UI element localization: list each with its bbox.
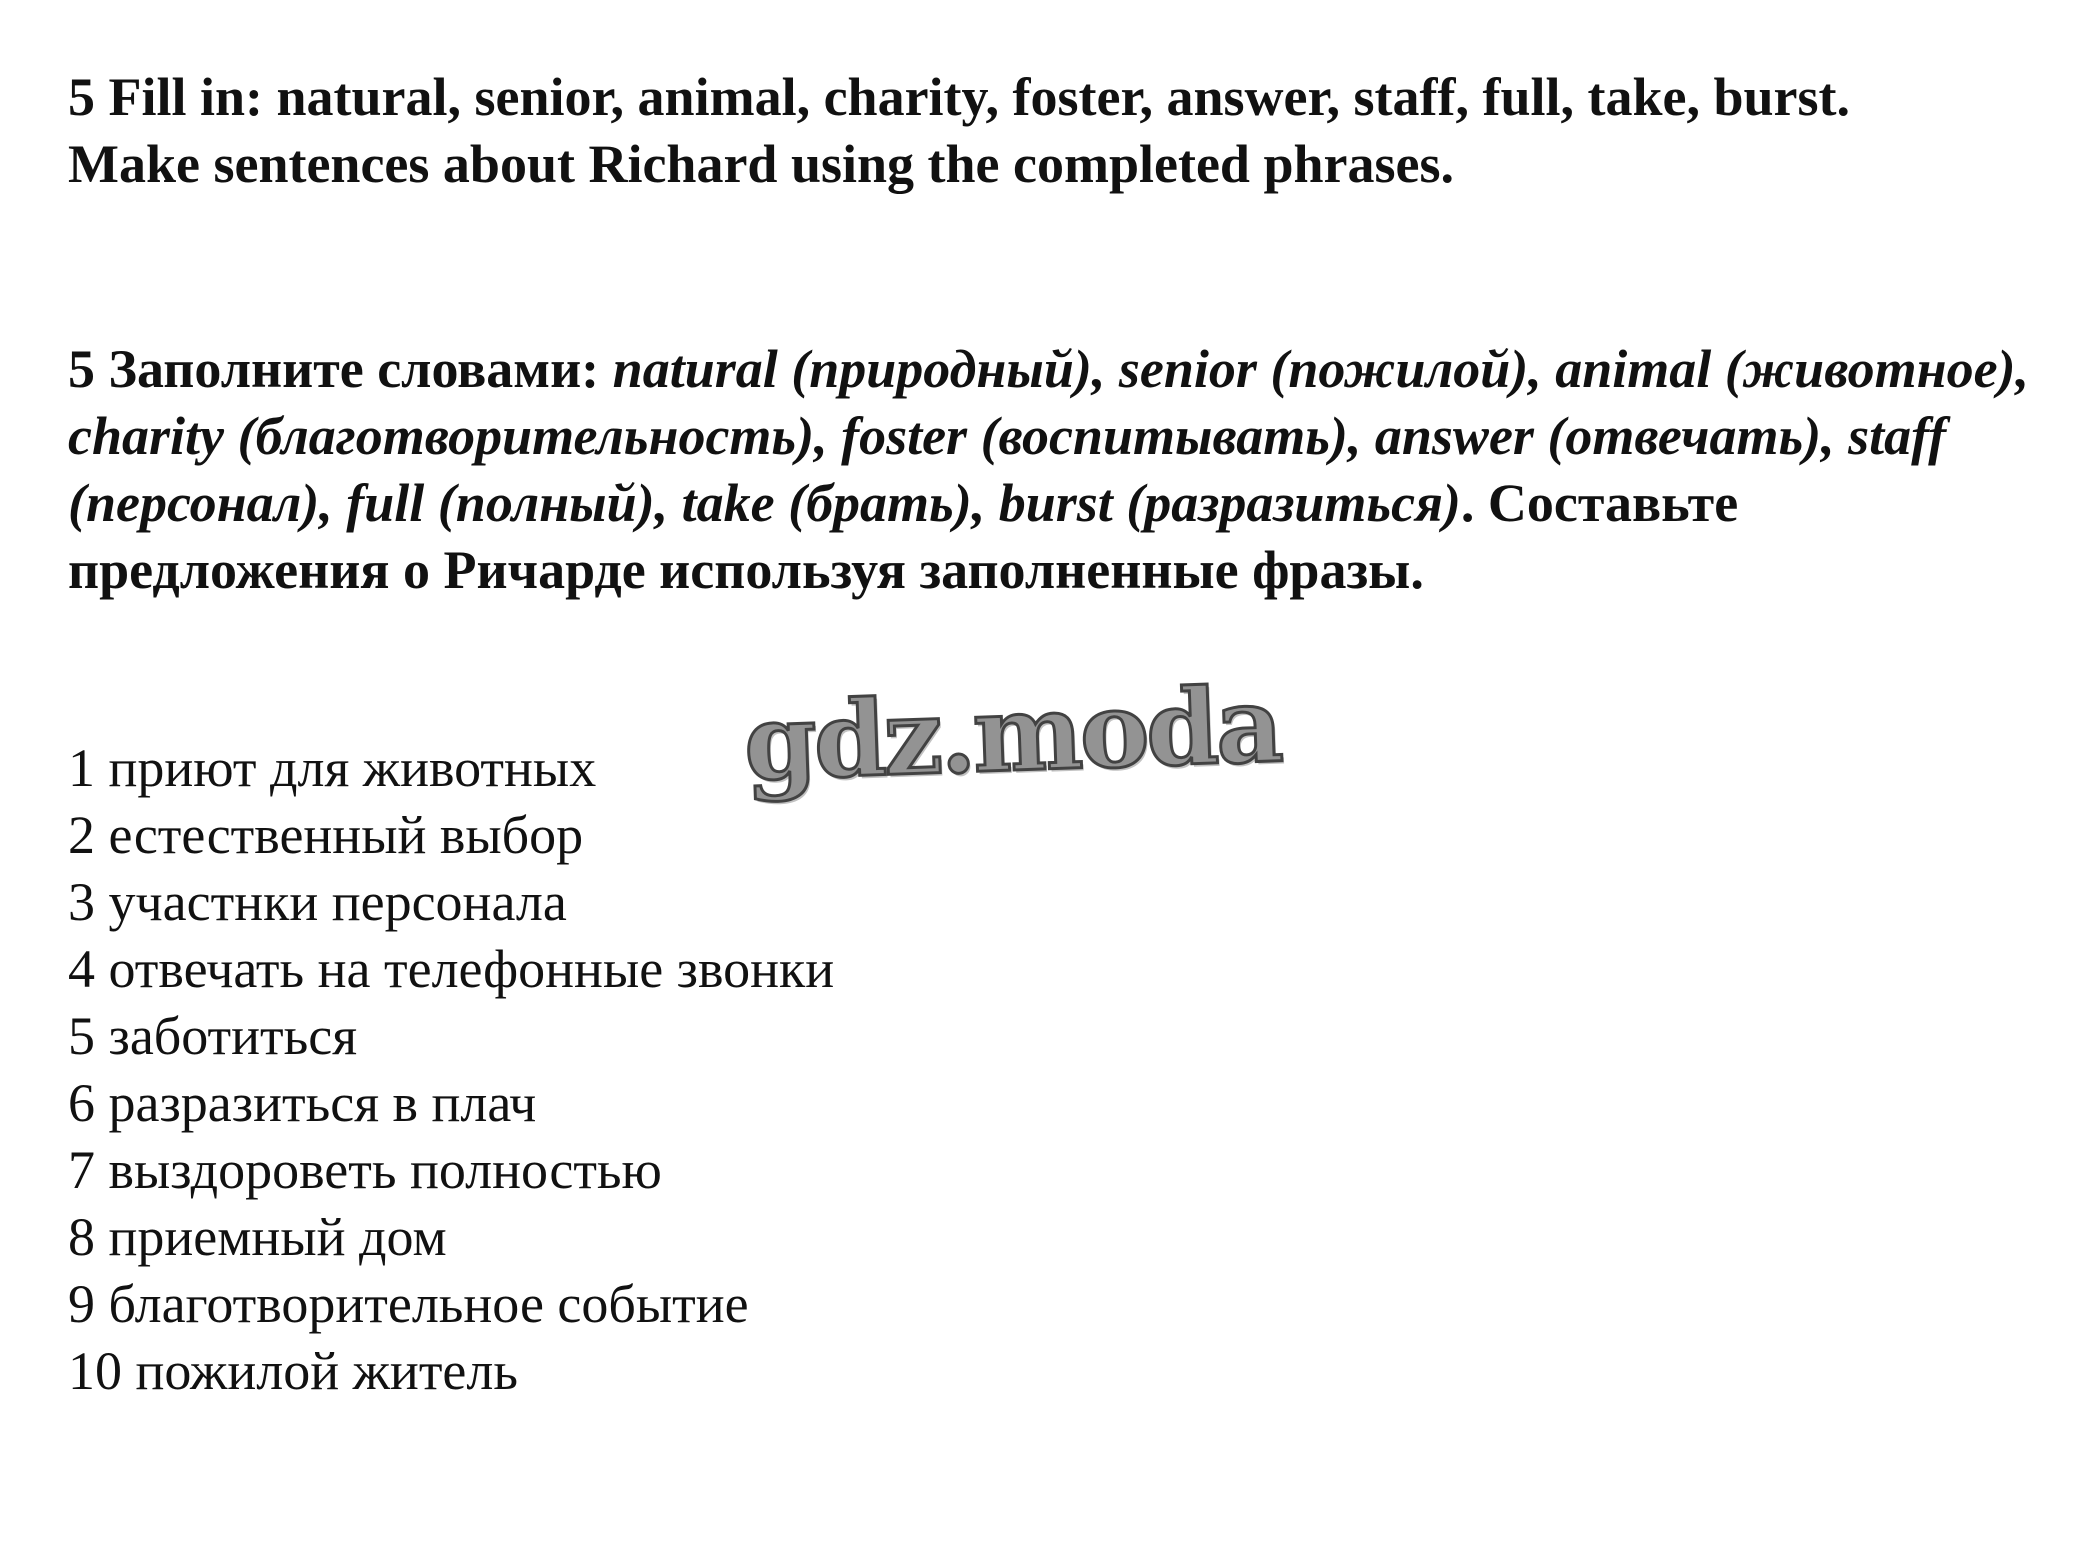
list-item: 3 участнки персонала (68, 872, 567, 932)
list-item: 7 выздороветь полностью (68, 1140, 662, 1200)
list-item: 8 приемный дом (68, 1207, 447, 1267)
watermark-logo: gdz.moda (742, 662, 1283, 805)
task-russian-instruction: . Составьте предложения о Ричарде используя заполненные фразы. (68, 473, 1739, 600)
task-english-line-2: Make sentences about Richard using the completed phrases. (68, 134, 1454, 194)
task-russian-word-list: natural (природный), senior (пожилой), animal (животное), charity (благотворительность), foster (воспитывать), answer (отвечать), staff (персонал), full (полный), take (брать), burst (разразиться) (68, 339, 2030, 533)
task-english-line-1: 5 Fill in: natural, senior, animal, charity, foster, answer, staff, full, take, burst. (68, 67, 1851, 127)
list-item: 9 благотворительное событие (68, 1274, 749, 1334)
task-english (68, 64, 2058, 198)
list-item: 2 естественный выбор (68, 805, 584, 865)
answer-list (68, 735, 834, 1405)
list-item: 1 приют для животных (68, 738, 597, 798)
task-russian-lead: Заполните словами: (108, 339, 600, 399)
task-russian (68, 336, 2058, 604)
list-item: 5 заботиться (68, 1006, 358, 1066)
list-item: 4 отвечать на телефонные звонки (68, 939, 835, 999)
list-item: 6 разразиться в плач (68, 1073, 537, 1133)
list-item: 10 пожилой житель (68, 1341, 518, 1401)
task-russian-number: 5 (68, 339, 95, 399)
